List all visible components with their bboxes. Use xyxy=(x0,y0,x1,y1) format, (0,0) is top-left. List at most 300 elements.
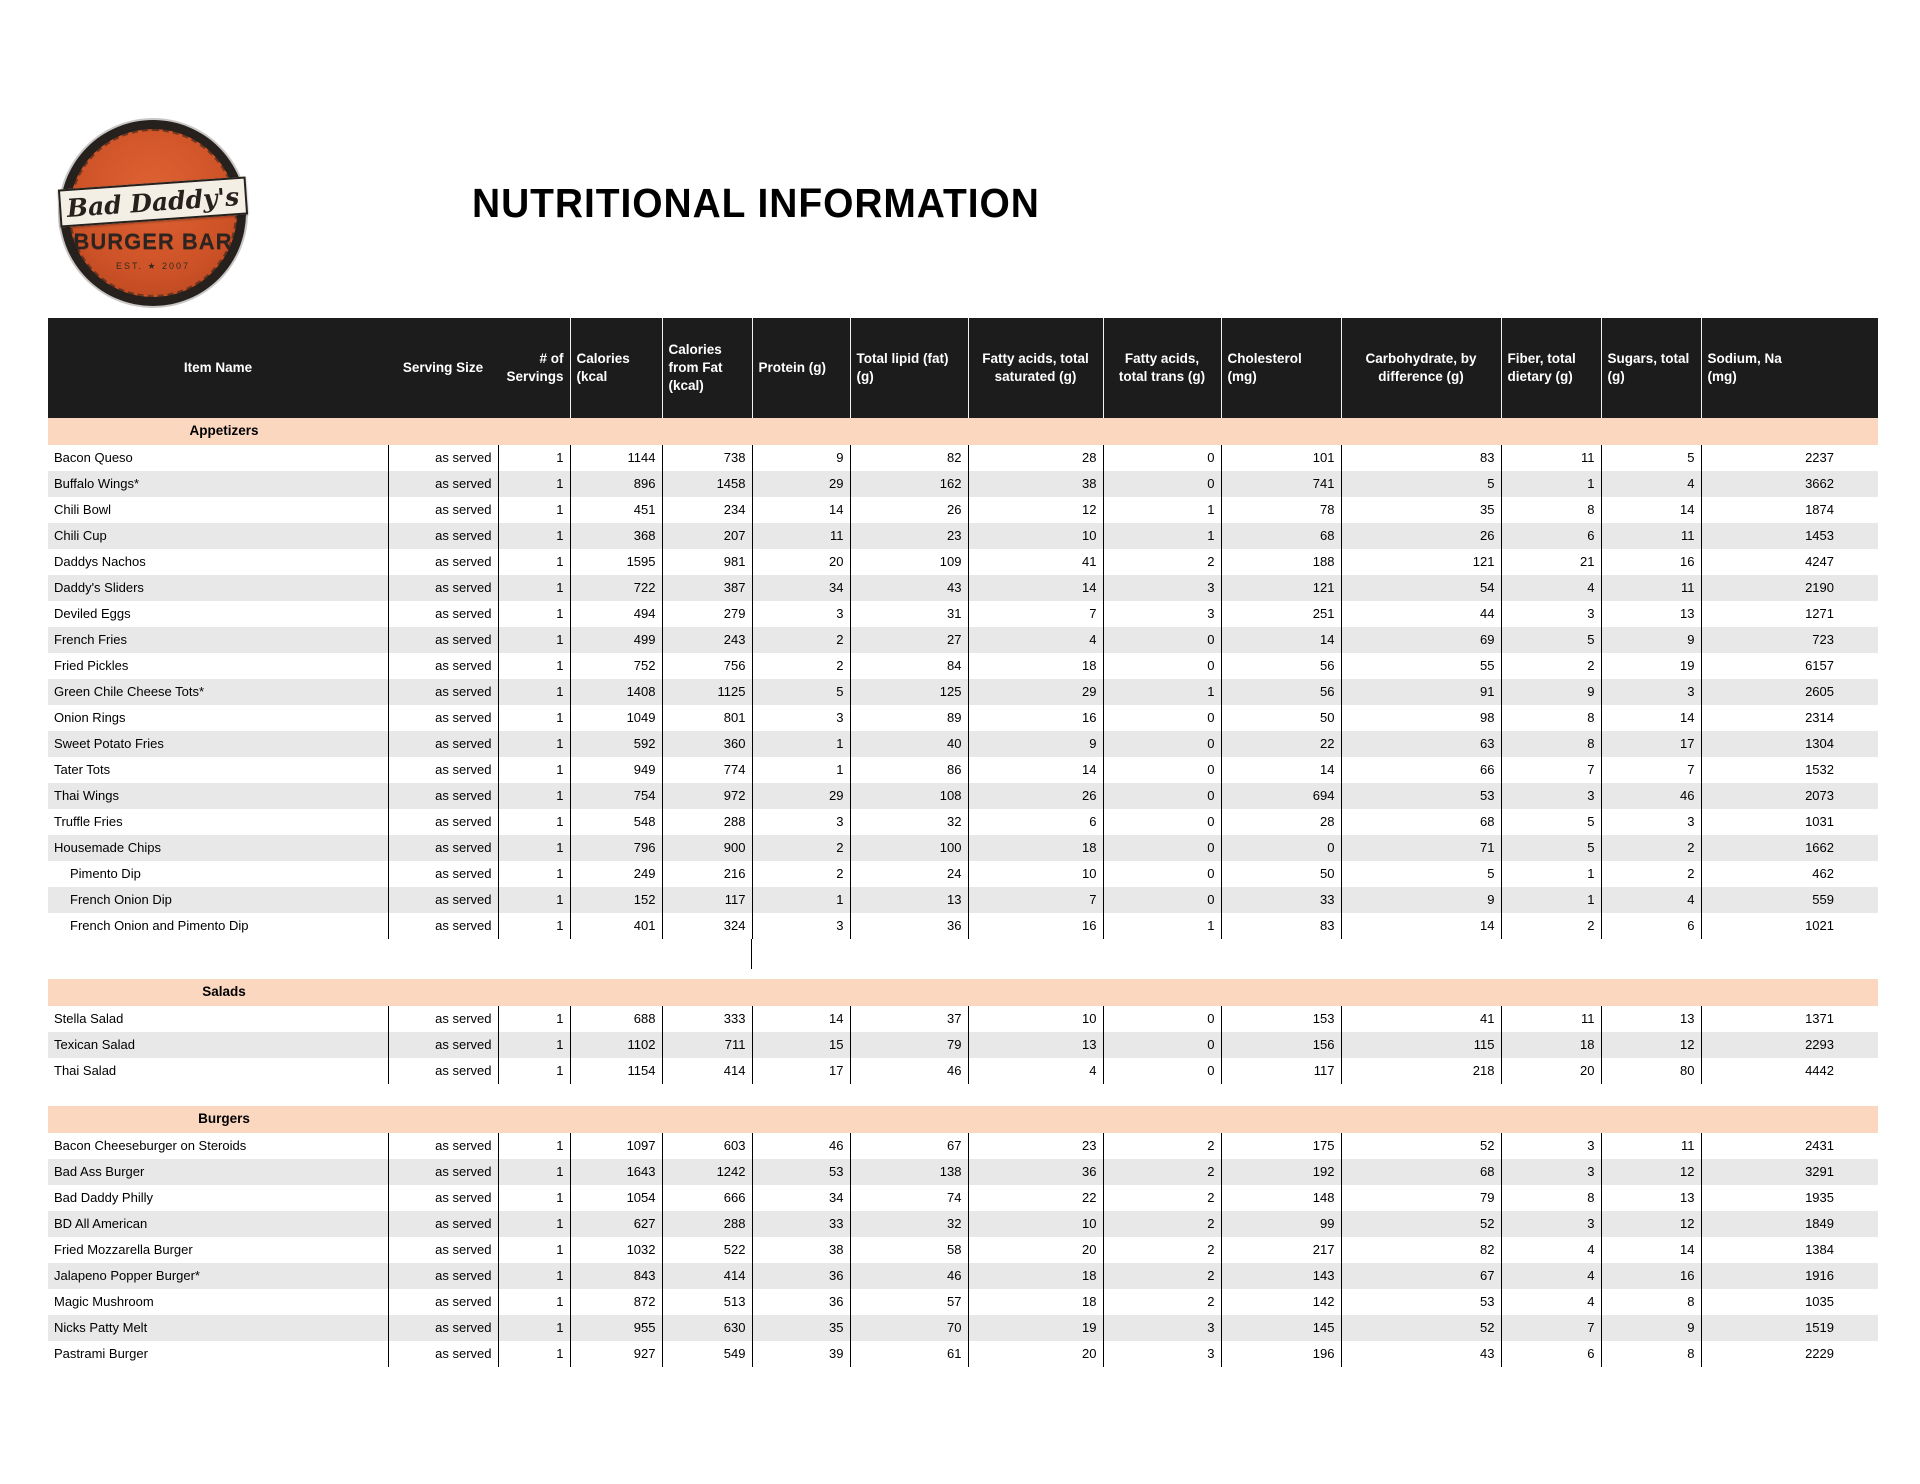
value-cell: 9 xyxy=(1601,1315,1701,1341)
value-cell: 17 xyxy=(752,1058,850,1084)
value-cell: 1 xyxy=(1501,887,1601,913)
value-cell: 12 xyxy=(1601,1211,1701,1237)
value-cell: 0 xyxy=(1103,783,1221,809)
value-cell: 91 xyxy=(1341,679,1501,705)
item-name-cell: Texican Salad xyxy=(48,1032,388,1058)
value-cell: 68 xyxy=(1221,523,1341,549)
item-name-cell: Fried Pickles xyxy=(48,653,388,679)
value-cell: 18 xyxy=(968,1263,1103,1289)
table-row xyxy=(48,445,1878,471)
serving-size-cell: as served xyxy=(388,1341,498,1367)
value-cell: 927 xyxy=(570,1341,662,1367)
table-row xyxy=(48,1032,1878,1058)
value-cell: 1 xyxy=(752,731,850,757)
value-cell: 18 xyxy=(1501,1032,1601,1058)
value-cell: 1097 xyxy=(570,1133,662,1159)
item-name-cell: Daddys Nachos xyxy=(48,549,388,575)
value-cell: 801 xyxy=(662,705,752,731)
value-cell: 38 xyxy=(752,1237,850,1263)
value-cell: 14 xyxy=(968,575,1103,601)
table-row xyxy=(48,523,1878,549)
value-cell: 188 xyxy=(1221,549,1341,575)
table-row xyxy=(48,1058,1878,1084)
value-cell: 0 xyxy=(1103,887,1221,913)
value-cell: 1 xyxy=(498,913,570,939)
value-cell: 368 xyxy=(570,523,662,549)
value-cell: 79 xyxy=(850,1032,968,1058)
item-name-cell: Onion Rings xyxy=(48,705,388,731)
value-cell: 20 xyxy=(968,1237,1103,1263)
value-cell: 16 xyxy=(1601,549,1701,575)
column-header: Item Name xyxy=(48,318,388,418)
value-cell: 414 xyxy=(662,1263,752,1289)
value-cell: 68 xyxy=(1341,1159,1501,1185)
item-name-cell: Tater Tots xyxy=(48,757,388,783)
value-cell: 29 xyxy=(752,471,850,497)
value-cell: 1 xyxy=(498,1315,570,1341)
value-cell: 8 xyxy=(1601,1341,1701,1367)
value-cell: 15 xyxy=(752,1032,850,1058)
table-row xyxy=(48,731,1878,757)
value-cell: 1408 xyxy=(570,679,662,705)
value-cell: 33 xyxy=(1221,887,1341,913)
value-cell: 3 xyxy=(752,913,850,939)
value-cell: 2605 xyxy=(1701,679,1878,705)
value-cell: 494 xyxy=(570,601,662,627)
value-cell: 1049 xyxy=(570,705,662,731)
column-header: Fatty acids, total trans (g) xyxy=(1103,318,1221,418)
value-cell: 1 xyxy=(1103,913,1221,939)
serving-size-cell: as served xyxy=(388,1211,498,1237)
value-cell: 1035 xyxy=(1701,1289,1878,1315)
serving-size-cell: as served xyxy=(388,575,498,601)
value-cell: 896 xyxy=(570,471,662,497)
value-cell: 101 xyxy=(1221,445,1341,471)
table-row xyxy=(48,1341,1878,1367)
value-cell: 39 xyxy=(752,1341,850,1367)
value-cell: 41 xyxy=(968,549,1103,575)
value-cell: 216 xyxy=(662,861,752,887)
value-cell: 1 xyxy=(498,1263,570,1289)
value-cell: 2229 xyxy=(1701,1341,1878,1367)
value-cell: 324 xyxy=(662,913,752,939)
value-cell: 33 xyxy=(752,1211,850,1237)
value-cell: 56 xyxy=(1221,679,1341,705)
value-cell: 1 xyxy=(498,1159,570,1185)
value-cell: 401 xyxy=(570,913,662,939)
value-cell: 1 xyxy=(498,1058,570,1084)
section-header-row xyxy=(48,1106,1878,1133)
value-cell: 2 xyxy=(1103,1159,1221,1185)
table-row xyxy=(48,497,1878,523)
value-cell: 4 xyxy=(968,627,1103,653)
value-cell: 5 xyxy=(752,679,850,705)
value-cell: 8 xyxy=(1501,1185,1601,1211)
value-cell: 24 xyxy=(850,861,968,887)
value-cell: 61 xyxy=(850,1341,968,1367)
value-cell: 34 xyxy=(752,1185,850,1211)
value-cell: 12 xyxy=(1601,1159,1701,1185)
value-cell: 5 xyxy=(1601,445,1701,471)
value-cell: 1 xyxy=(498,497,570,523)
value-cell: 1 xyxy=(498,1133,570,1159)
value-cell: 3 xyxy=(752,601,850,627)
value-cell: 1 xyxy=(498,627,570,653)
value-cell: 0 xyxy=(1103,1058,1221,1084)
value-cell: 36 xyxy=(968,1159,1103,1185)
value-cell: 1 xyxy=(498,1211,570,1237)
value-cell: 1916 xyxy=(1701,1263,1878,1289)
value-cell: 175 xyxy=(1221,1133,1341,1159)
value-cell: 36 xyxy=(850,913,968,939)
value-cell: 6 xyxy=(1501,523,1601,549)
item-name-cell: Thai Salad xyxy=(48,1058,388,1084)
value-cell: 9 xyxy=(968,731,1103,757)
value-cell: 162 xyxy=(850,471,968,497)
value-cell: 5 xyxy=(1341,861,1501,887)
value-cell: 1 xyxy=(498,731,570,757)
nutrition-table xyxy=(48,318,1878,1367)
table-row xyxy=(48,1211,1878,1237)
serving-size-cell: as served xyxy=(388,861,498,887)
value-cell: 11 xyxy=(1501,1006,1601,1032)
logo-est-text: EST. ★ 2007 xyxy=(115,261,191,271)
value-cell: 14 xyxy=(752,497,850,523)
value-cell: 3 xyxy=(1501,1159,1601,1185)
value-cell: 115 xyxy=(1341,1032,1501,1058)
column-header: Calories from Fat (kcal) xyxy=(662,318,752,418)
value-cell: 84 xyxy=(850,653,968,679)
value-cell: 4442 xyxy=(1701,1058,1878,1084)
value-cell: 7 xyxy=(1501,1315,1601,1341)
value-cell: 8 xyxy=(1501,705,1601,731)
value-cell: 630 xyxy=(662,1315,752,1341)
value-cell: 3 xyxy=(1103,1341,1221,1367)
value-cell: 843 xyxy=(570,1263,662,1289)
item-name-cell: Stella Salad xyxy=(48,1006,388,1032)
value-cell: 2293 xyxy=(1701,1032,1878,1058)
value-cell: 0 xyxy=(1103,1006,1221,1032)
value-cell: 1 xyxy=(498,471,570,497)
column-header: Protein (g) xyxy=(752,318,850,418)
section-header-row xyxy=(48,979,1878,1006)
column-header: Total lipid (fat) (g) xyxy=(850,318,968,418)
value-cell: 10 xyxy=(968,523,1103,549)
value-cell: 18 xyxy=(968,653,1103,679)
value-cell: 80 xyxy=(1601,1058,1701,1084)
section-title: Appetizers xyxy=(189,423,259,439)
value-cell: 4 xyxy=(1601,887,1701,913)
value-cell: 4 xyxy=(1501,1237,1601,1263)
value-cell: 1 xyxy=(498,1341,570,1367)
item-name-cell: Bad Ass Burger xyxy=(48,1159,388,1185)
value-cell: 694 xyxy=(1221,783,1341,809)
value-cell: 0 xyxy=(1103,471,1221,497)
value-cell: 26 xyxy=(850,497,968,523)
value-cell: 52 xyxy=(1341,1315,1501,1341)
table-row xyxy=(48,653,1878,679)
value-cell: 2073 xyxy=(1701,783,1878,809)
value-cell: 548 xyxy=(570,809,662,835)
value-cell: 14 xyxy=(1341,913,1501,939)
table-row xyxy=(48,757,1878,783)
value-cell: 1102 xyxy=(570,1032,662,1058)
value-cell: 82 xyxy=(850,445,968,471)
value-cell: 1 xyxy=(498,783,570,809)
value-cell: 1 xyxy=(498,601,570,627)
value-cell: 83 xyxy=(1341,445,1501,471)
value-cell: 4 xyxy=(1501,575,1601,601)
value-cell: 0 xyxy=(1103,653,1221,679)
serving-size-cell: as served xyxy=(388,1315,498,1341)
value-cell: 56 xyxy=(1221,653,1341,679)
value-cell: 54 xyxy=(1341,575,1501,601)
table-row xyxy=(48,1185,1878,1211)
serving-size-cell: as served xyxy=(388,445,498,471)
value-cell: 121 xyxy=(1341,549,1501,575)
value-cell: 192 xyxy=(1221,1159,1341,1185)
value-cell: 14 xyxy=(752,1006,850,1032)
value-cell: 32 xyxy=(850,809,968,835)
value-cell: 1 xyxy=(498,575,570,601)
value-cell: 7 xyxy=(968,887,1103,913)
value-cell: 1849 xyxy=(1701,1211,1878,1237)
value-cell: 52 xyxy=(1341,1133,1501,1159)
value-cell: 1 xyxy=(498,757,570,783)
value-cell: 738 xyxy=(662,445,752,471)
value-cell: 68 xyxy=(1341,809,1501,835)
value-cell: 1453 xyxy=(1701,523,1878,549)
value-cell: 559 xyxy=(1701,887,1878,913)
value-cell: 1935 xyxy=(1701,1185,1878,1211)
value-cell: 156 xyxy=(1221,1032,1341,1058)
value-cell: 0 xyxy=(1103,705,1221,731)
value-cell: 333 xyxy=(662,1006,752,1032)
value-cell: 4 xyxy=(1501,1289,1601,1315)
value-cell: 3 xyxy=(1501,1133,1601,1159)
value-cell: 251 xyxy=(1221,601,1341,627)
value-cell: 3 xyxy=(1601,679,1701,705)
value-cell: 207 xyxy=(662,523,752,549)
item-name-cell: Chili Cup xyxy=(48,523,388,549)
value-cell: 21 xyxy=(1501,549,1601,575)
value-cell: 14 xyxy=(1221,757,1341,783)
value-cell: 387 xyxy=(662,575,752,601)
value-cell: 666 xyxy=(662,1185,752,1211)
item-name-cell: Pimento Dip xyxy=(48,861,388,887)
value-cell: 86 xyxy=(850,757,968,783)
table-row xyxy=(48,679,1878,705)
serving-size-cell: as served xyxy=(388,783,498,809)
value-cell: 279 xyxy=(662,601,752,627)
value-cell: 99 xyxy=(1221,1211,1341,1237)
value-cell: 1144 xyxy=(570,445,662,471)
table-row xyxy=(48,549,1878,575)
value-cell: 11 xyxy=(752,523,850,549)
logo-script-text: Bad Daddy's xyxy=(65,181,241,223)
serving-size-cell: as served xyxy=(388,1006,498,1032)
value-cell: 11 xyxy=(1601,1133,1701,1159)
column-header: Fiber, total dietary (g) xyxy=(1501,318,1601,418)
value-cell: 55 xyxy=(1341,653,1501,679)
value-cell: 14 xyxy=(1221,627,1341,653)
value-cell: 1595 xyxy=(570,549,662,575)
value-cell: 125 xyxy=(850,679,968,705)
value-cell: 196 xyxy=(1221,1341,1341,1367)
value-cell: 10 xyxy=(968,861,1103,887)
item-name-cell: Chili Bowl xyxy=(48,497,388,523)
value-cell: 10 xyxy=(968,1006,1103,1032)
section-gap-row xyxy=(48,1084,1878,1106)
value-cell: 1 xyxy=(498,549,570,575)
value-cell: 23 xyxy=(850,523,968,549)
value-cell: 949 xyxy=(570,757,662,783)
value-cell: 70 xyxy=(850,1315,968,1341)
value-cell: 1304 xyxy=(1701,731,1878,757)
value-cell: 4 xyxy=(1601,471,1701,497)
value-cell: 43 xyxy=(1341,1341,1501,1367)
value-cell: 9 xyxy=(1501,679,1601,705)
value-cell: 13 xyxy=(1601,601,1701,627)
value-cell: 28 xyxy=(1221,809,1341,835)
value-cell: 1 xyxy=(498,1237,570,1263)
value-cell: 46 xyxy=(850,1058,968,1084)
section-header-row xyxy=(48,418,1878,445)
item-name-cell: French Fries xyxy=(48,627,388,653)
value-cell: 153 xyxy=(1221,1006,1341,1032)
value-cell: 4 xyxy=(968,1058,1103,1084)
value-cell: 58 xyxy=(850,1237,968,1263)
value-cell: 117 xyxy=(662,887,752,913)
value-cell: 5 xyxy=(1341,471,1501,497)
serving-size-cell: as served xyxy=(388,731,498,757)
item-name-cell: BD All American xyxy=(48,1211,388,1237)
value-cell: 754 xyxy=(570,783,662,809)
value-cell: 243 xyxy=(662,627,752,653)
value-cell: 20 xyxy=(1501,1058,1601,1084)
serving-size-cell: as served xyxy=(388,627,498,653)
table-row xyxy=(48,1237,1878,1263)
serving-size-cell: as served xyxy=(388,1289,498,1315)
value-cell: 14 xyxy=(1601,1237,1701,1263)
value-cell: 2 xyxy=(752,835,850,861)
serving-size-cell: as served xyxy=(388,1032,498,1058)
table-row xyxy=(48,1263,1878,1289)
value-cell: 67 xyxy=(850,1133,968,1159)
value-cell: 549 xyxy=(662,1341,752,1367)
value-cell: 796 xyxy=(570,835,662,861)
value-cell: 22 xyxy=(1221,731,1341,757)
value-cell: 0 xyxy=(1103,731,1221,757)
value-cell: 603 xyxy=(662,1133,752,1159)
value-cell: 89 xyxy=(850,705,968,731)
value-cell: 1643 xyxy=(570,1159,662,1185)
value-cell: 1125 xyxy=(662,679,752,705)
value-cell: 13 xyxy=(1601,1185,1701,1211)
item-name-cell: Sweet Potato Fries xyxy=(48,731,388,757)
serving-size-cell: as served xyxy=(388,653,498,679)
value-cell: 2237 xyxy=(1701,445,1878,471)
value-cell: 74 xyxy=(850,1185,968,1211)
value-cell: 20 xyxy=(752,549,850,575)
value-cell: 2 xyxy=(1103,1237,1221,1263)
value-cell: 1 xyxy=(498,679,570,705)
value-cell: 52 xyxy=(1341,1211,1501,1237)
column-header: Sugars, total (g) xyxy=(1601,318,1701,418)
value-cell: 4247 xyxy=(1701,549,1878,575)
table-row xyxy=(48,705,1878,731)
item-name-cell: Jalapeno Popper Burger* xyxy=(48,1263,388,1289)
value-cell: 13 xyxy=(968,1032,1103,1058)
value-cell: 0 xyxy=(1103,445,1221,471)
value-cell: 1 xyxy=(498,1032,570,1058)
value-cell: 0 xyxy=(1103,1032,1221,1058)
value-cell: 44 xyxy=(1341,601,1501,627)
value-cell: 7 xyxy=(1501,757,1601,783)
value-cell: 8 xyxy=(1501,497,1601,523)
logo-banner xyxy=(58,176,248,227)
value-cell: 36 xyxy=(752,1263,850,1289)
value-cell: 249 xyxy=(570,861,662,887)
value-cell: 19 xyxy=(968,1315,1103,1341)
value-cell: 2 xyxy=(1103,1211,1221,1237)
value-cell: 513 xyxy=(662,1289,752,1315)
value-cell: 71 xyxy=(1341,835,1501,861)
serving-size-cell: as served xyxy=(388,757,498,783)
column-header: Fatty acids, total saturated (g) xyxy=(968,318,1103,418)
value-cell: 955 xyxy=(570,1315,662,1341)
value-cell: 9 xyxy=(1601,627,1701,653)
value-cell: 11 xyxy=(1601,523,1701,549)
value-cell: 1 xyxy=(1501,861,1601,887)
serving-size-cell: as served xyxy=(388,705,498,731)
value-cell: 1458 xyxy=(662,471,752,497)
value-cell: 756 xyxy=(662,653,752,679)
value-cell: 1 xyxy=(498,1289,570,1315)
value-cell: 0 xyxy=(1103,757,1221,783)
serving-size-cell: as served xyxy=(388,679,498,705)
item-name-cell: Buffalo Wings* xyxy=(48,471,388,497)
table-row xyxy=(48,575,1878,601)
value-cell: 6 xyxy=(1601,913,1701,939)
table-row xyxy=(48,1315,1878,1341)
value-cell: 711 xyxy=(662,1032,752,1058)
table-row xyxy=(48,913,1878,939)
value-cell: 1054 xyxy=(570,1185,662,1211)
value-cell: 2190 xyxy=(1701,575,1878,601)
value-cell: 774 xyxy=(662,757,752,783)
value-cell: 2 xyxy=(1103,1185,1221,1211)
value-cell: 2 xyxy=(1103,1263,1221,1289)
value-cell: 82 xyxy=(1341,1237,1501,1263)
value-cell: 29 xyxy=(752,783,850,809)
value-cell: 43 xyxy=(850,575,968,601)
value-cell: 78 xyxy=(1221,497,1341,523)
value-cell: 752 xyxy=(570,653,662,679)
value-cell: 1 xyxy=(498,861,570,887)
value-cell: 627 xyxy=(570,1211,662,1237)
value-cell: 63 xyxy=(1341,731,1501,757)
serving-size-cell: as served xyxy=(388,549,498,575)
table-header-row xyxy=(48,318,1878,418)
serving-size-cell: as served xyxy=(388,809,498,835)
value-cell: 36 xyxy=(752,1289,850,1315)
value-cell: 4 xyxy=(1501,1263,1601,1289)
value-cell: 6157 xyxy=(1701,653,1878,679)
value-cell: 16 xyxy=(968,705,1103,731)
value-cell: 22 xyxy=(968,1185,1103,1211)
value-cell: 145 xyxy=(1221,1315,1341,1341)
